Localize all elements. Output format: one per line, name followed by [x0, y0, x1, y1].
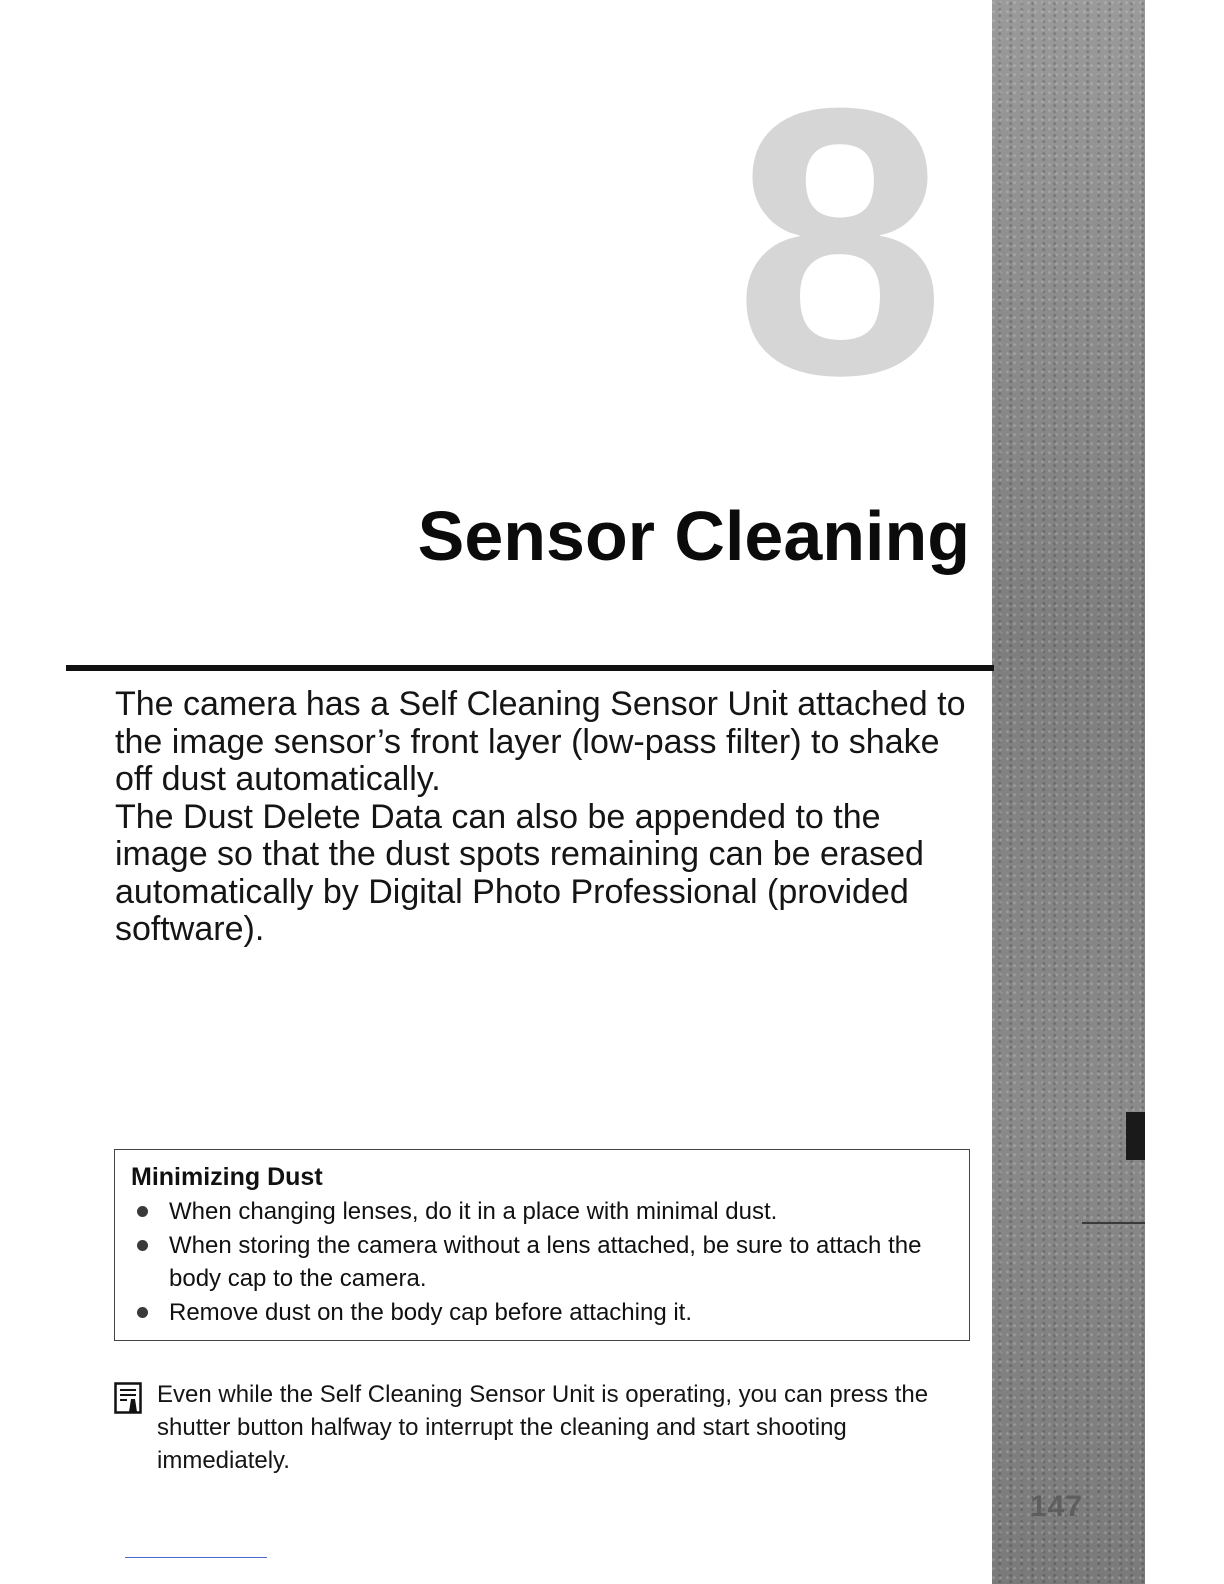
- bullet-icon: [137, 1206, 148, 1217]
- list-item-text: Remove dust on the body cap before attaching it.: [169, 1299, 692, 1326]
- title-rule: [66, 665, 994, 671]
- memo-note-icon: [114, 1382, 142, 1414]
- intro-text: [115, 686, 975, 949]
- list-item: [131, 1195, 953, 1228]
- list-item-text: When changing lenses, do it in a place with minimal dust.: [169, 1198, 778, 1225]
- chapter-position-marker: [1126, 1112, 1145, 1160]
- chapter-number: 8: [734, 29, 946, 454]
- tip-list: [131, 1195, 953, 1329]
- note: [114, 1378, 964, 1488]
- list-item-text: When storing the camera without a lens attached, be sure to attach the body cap to the camera.: [169, 1232, 922, 1292]
- intro-paragraph: The Dust Delete Data can also be appended to the image so that the dust spots remaining can be erased automatically by Digital Photo Professional (provided software).: [115, 797, 924, 948]
- list-item: [131, 1229, 953, 1295]
- chapter-side-tab: [992, 0, 1145, 1584]
- bottom-link-line: [125, 1557, 267, 1558]
- note-text: Even while the Self Cleaning Sensor Unit is operating, you can press the shutter button halfway to interrupt the cleaning and start shooting immediately.: [157, 1381, 929, 1474]
- tip-box-title: Minimizing Dust: [131, 1163, 323, 1191]
- bullet-icon: [137, 1240, 148, 1251]
- page-number: 147: [1030, 1490, 1084, 1523]
- list-item: [131, 1296, 953, 1329]
- bullet-icon: [137, 1307, 148, 1318]
- side-tab-divider: [1082, 1222, 1145, 1224]
- minimizing-dust-box: [114, 1149, 970, 1341]
- chapter-title: Sensor Cleaning: [417, 497, 970, 575]
- intro-paragraph: The camera has a Self Cleaning Sensor Unit attached to the image sensor’s front layer (low-pass filter) to shake off dust automatically.: [115, 685, 966, 798]
